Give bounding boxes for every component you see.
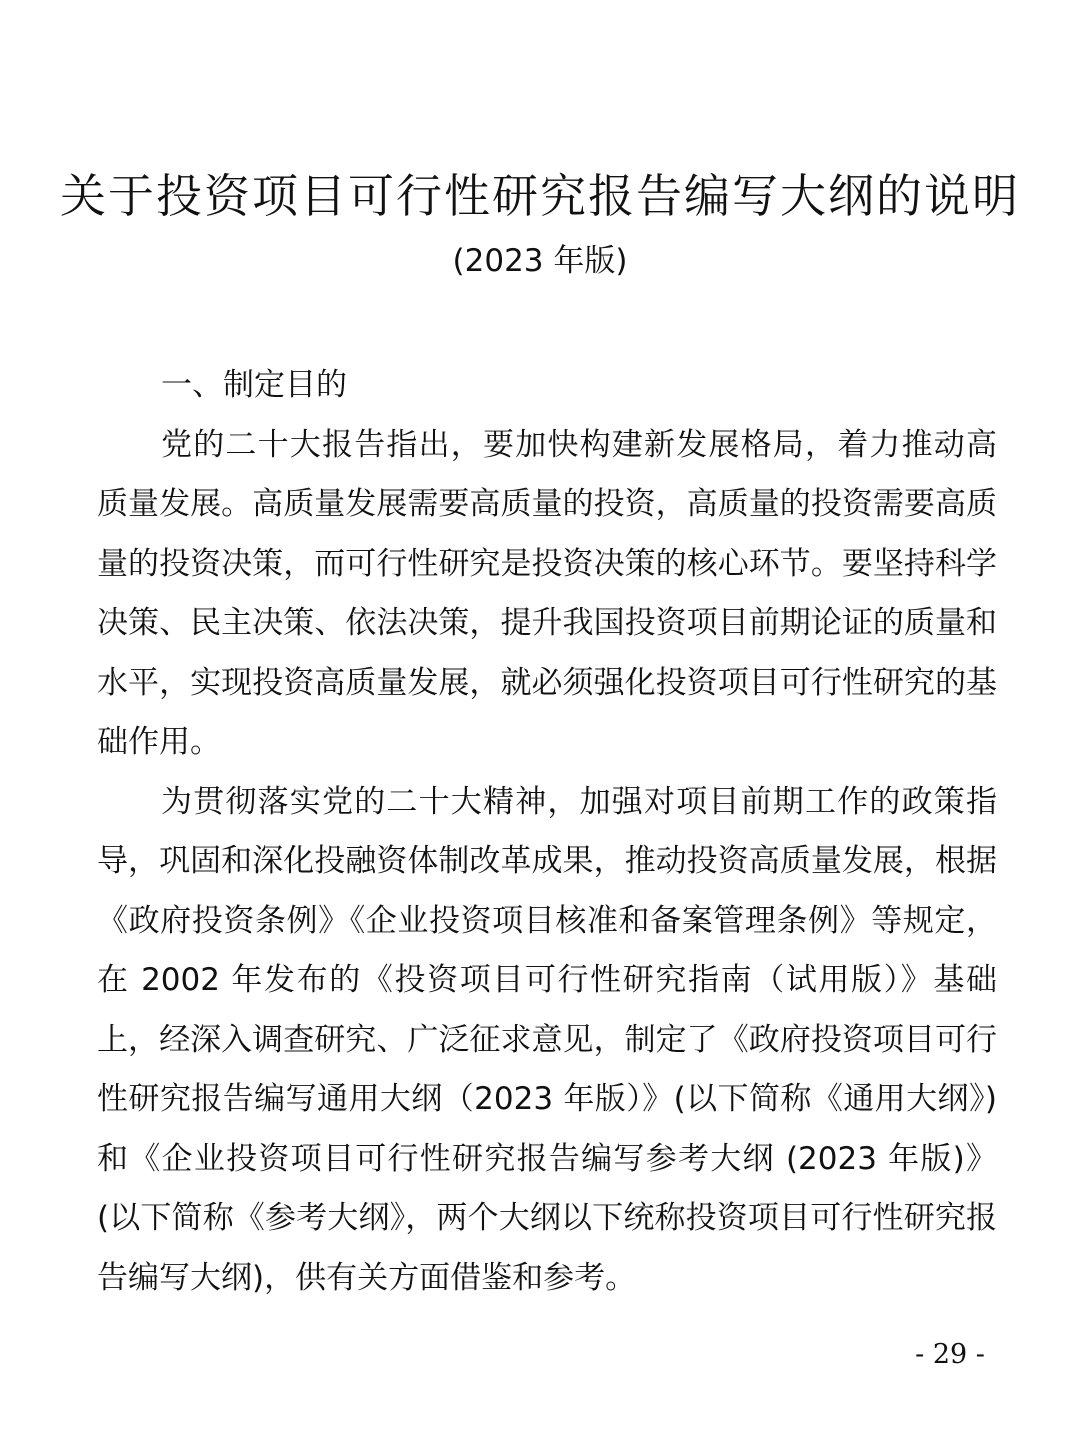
document-body (97, 356, 997, 1308)
paragraph-2: 为贯彻落实党的二十大精神，加强对项目前期工作的政策指导，巩固和深化投融资体制改革成果，推动投资高质量发展，根据《政府投资条例》《企业投资项目核准和备案管理条例》等规定，在 2002 年发布的《投资项目可行性研究指南（试用版）》基础上，经深入调查研究、广泛征求意见，制定了《政府投资项目可行性研究报告编写通用大纲（2023 年版）》(以下简称《通用大纲》) 和《企业投资项目可行性研究报告编写参考大纲 (2023 年版)》(以下简称《参考大纲》，两个大纲以下统称投资项目可行性研究报告编写大纲)，供有关方面借鉴和参考。 (97, 783, 997, 1296)
document-title: 关于投资项目可行性研究报告编写大纲的说明 (60, 169, 1020, 223)
page-number: - 29 - (915, 1339, 985, 1370)
paragraph-1: 党的二十大报告指出，要加快构建新发展格局，着力推动高质量发展。高质量发展需要高质量的投资，高质量的投资需要高质量的投资决策，而可行性研究是投资决策的核心环节。要坚持科学决策、民主决策、依法决策，提升我国投资项目前期论证的质量和水平，实现投资高质量发展，就必须强化投资项目可行性研究的基础作用。 (97, 426, 997, 760)
document-subtitle: (2023 年版) (452, 243, 628, 279)
section-heading: 一、制定目的 (161, 367, 347, 403)
